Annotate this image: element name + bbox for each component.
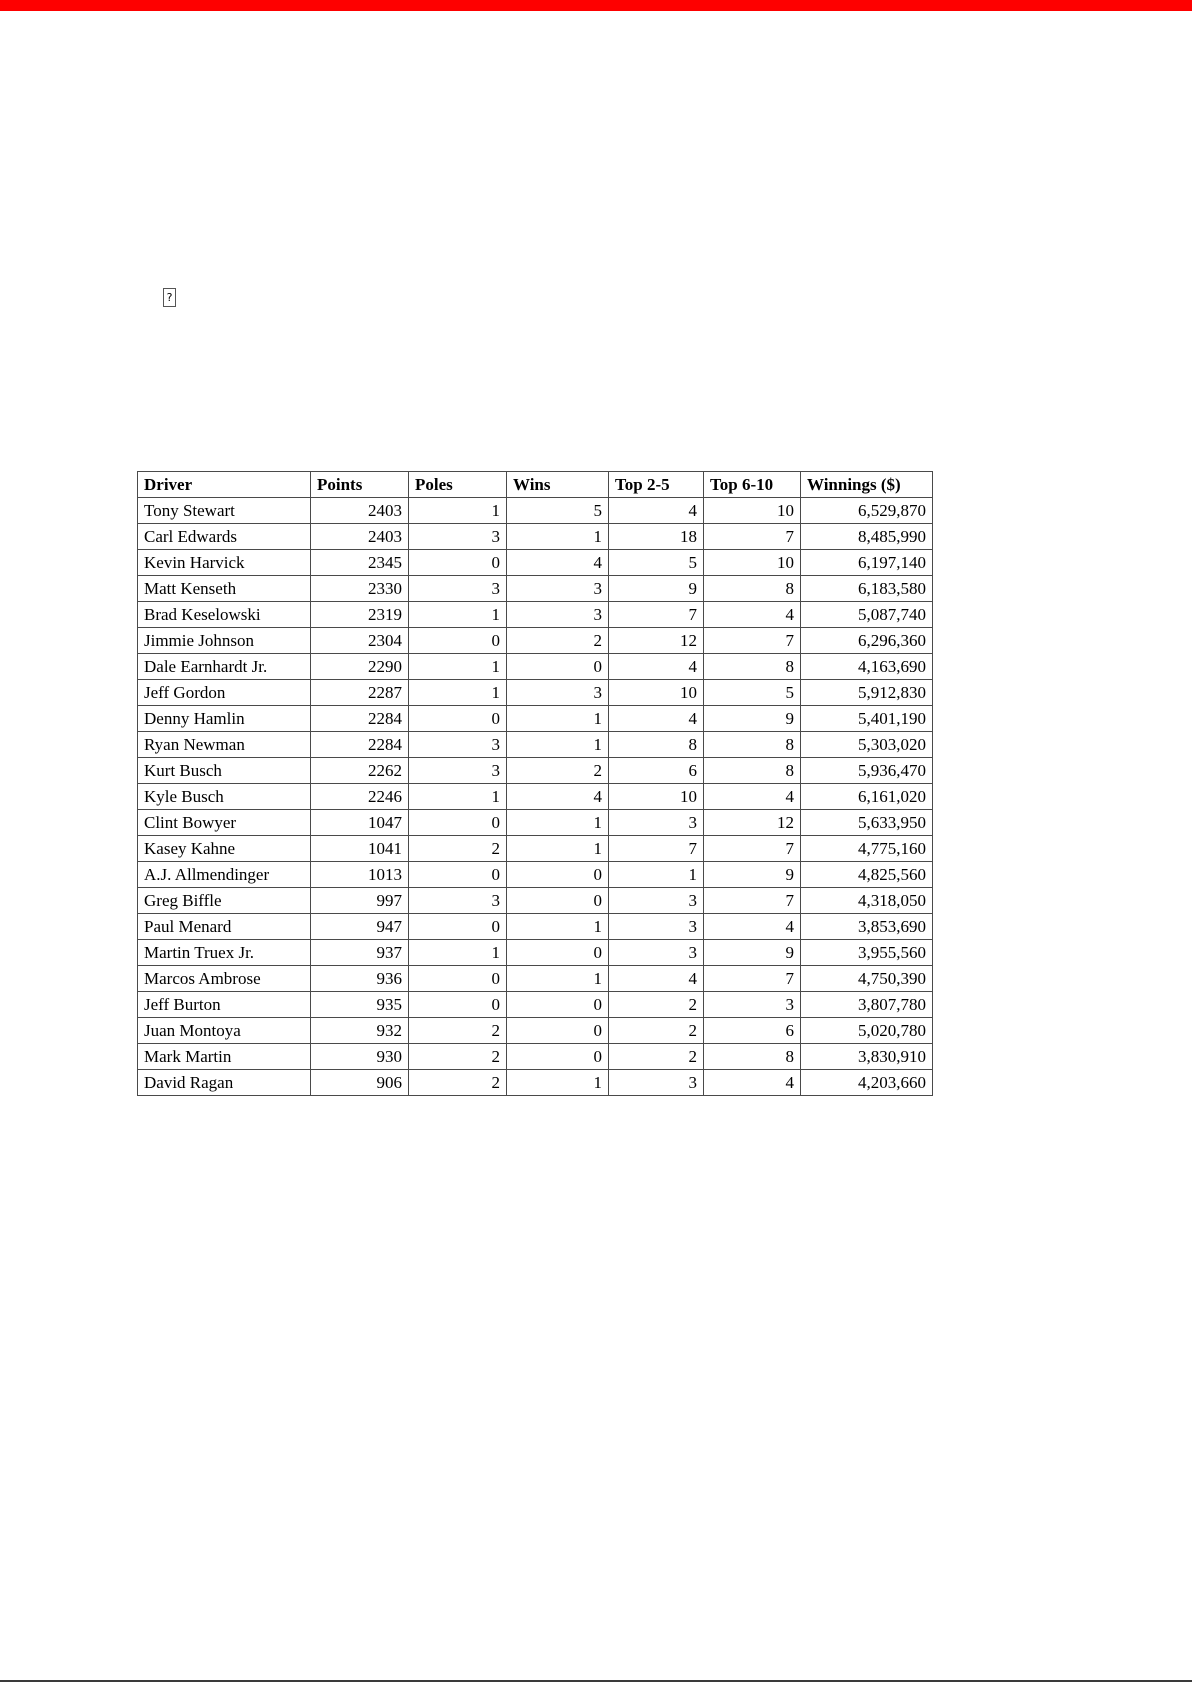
table-row: [138, 524, 933, 550]
table-cell: 10: [704, 550, 801, 576]
table-cell: 3,807,780: [801, 992, 933, 1018]
table-row: [138, 836, 933, 862]
table-cell: 8: [704, 758, 801, 784]
table-cell: 5: [507, 498, 609, 524]
column-header: Points: [311, 472, 409, 498]
table-row: [138, 810, 933, 836]
table-cell: 8: [704, 654, 801, 680]
table-row: [138, 992, 933, 1018]
table-cell: 0: [409, 550, 507, 576]
table-cell: Carl Edwards: [138, 524, 311, 550]
table-cell: 8,485,990: [801, 524, 933, 550]
table-cell: Marcos Ambrose: [138, 966, 311, 992]
table-cell: 6,183,580: [801, 576, 933, 602]
table-cell: 2: [609, 992, 704, 1018]
table-row: [138, 680, 933, 706]
table-cell: 0: [507, 654, 609, 680]
top-red-bar: [0, 0, 1192, 11]
table-cell: 0: [507, 992, 609, 1018]
table-row: [138, 602, 933, 628]
table-cell: 1: [409, 654, 507, 680]
table-cell: 4: [609, 706, 704, 732]
table-cell: 5: [609, 550, 704, 576]
table-cell: Kevin Harvick: [138, 550, 311, 576]
table-row: [138, 758, 933, 784]
table-cell: 2: [409, 1044, 507, 1070]
table-cell: 2330: [311, 576, 409, 602]
table-cell: 6: [609, 758, 704, 784]
table-cell: Clint Bowyer: [138, 810, 311, 836]
column-header: Top 6-10: [704, 472, 801, 498]
table-cell: 4,163,690: [801, 654, 933, 680]
table-cell: 936: [311, 966, 409, 992]
table-row: [138, 940, 933, 966]
table-cell: Kyle Busch: [138, 784, 311, 810]
table-cell: 0: [409, 966, 507, 992]
table-cell: 0: [507, 940, 609, 966]
table-cell: 2319: [311, 602, 409, 628]
table-cell: A.J. Allmendinger: [138, 862, 311, 888]
table-cell: Brad Keselowski: [138, 602, 311, 628]
table-row: [138, 888, 933, 914]
table-cell: 1: [409, 602, 507, 628]
table-cell: 4: [704, 914, 801, 940]
table-cell: 5: [704, 680, 801, 706]
table-cell: 0: [409, 628, 507, 654]
table-row: [138, 1044, 933, 1070]
table-cell: 1: [507, 732, 609, 758]
table-cell: 1: [507, 810, 609, 836]
column-header: Winnings ($): [801, 472, 933, 498]
table-cell: 4: [704, 784, 801, 810]
table-cell: 0: [409, 914, 507, 940]
table-cell: 3: [609, 940, 704, 966]
table-cell: 10: [609, 784, 704, 810]
table-cell: 2: [609, 1018, 704, 1044]
bottom-divider: [0, 1680, 1192, 1682]
table-cell: 5,912,830: [801, 680, 933, 706]
table-cell: 8: [704, 576, 801, 602]
table-cell: 4: [507, 784, 609, 810]
table-cell: 1: [409, 784, 507, 810]
table-cell: 3: [609, 1070, 704, 1096]
table-cell: 1041: [311, 836, 409, 862]
table-cell: 5,936,470: [801, 758, 933, 784]
table-cell: 2345: [311, 550, 409, 576]
table-cell: 3,830,910: [801, 1044, 933, 1070]
table-cell: 1: [507, 914, 609, 940]
table-cell: 2284: [311, 706, 409, 732]
table-row: [138, 966, 933, 992]
table-row: [138, 862, 933, 888]
table-cell: 9: [704, 706, 801, 732]
table-cell: 4: [609, 498, 704, 524]
table-cell: 6,296,360: [801, 628, 933, 654]
driver-standings-table: [137, 471, 933, 1096]
table-cell: 3: [409, 576, 507, 602]
table-row: [138, 784, 933, 810]
table-cell: Paul Menard: [138, 914, 311, 940]
table-cell: 8: [609, 732, 704, 758]
table-cell: Juan Montoya: [138, 1018, 311, 1044]
table-cell: 1: [507, 524, 609, 550]
table-cell: 2284: [311, 732, 409, 758]
table-cell: Martin Truex Jr.: [138, 940, 311, 966]
table-row: [138, 706, 933, 732]
table-cell: 3: [704, 992, 801, 1018]
table-row: [138, 550, 933, 576]
table-cell: 1: [409, 940, 507, 966]
table-cell: 3: [409, 732, 507, 758]
table-cell: Jeff Burton: [138, 992, 311, 1018]
table-row: [138, 628, 933, 654]
table-cell: Dale Earnhardt Jr.: [138, 654, 311, 680]
table-cell: 5,303,020: [801, 732, 933, 758]
table-cell: Kasey Kahne: [138, 836, 311, 862]
table-cell: 0: [507, 1044, 609, 1070]
table-cell: 9: [704, 940, 801, 966]
table-cell: 0: [507, 862, 609, 888]
table-cell: 2: [409, 836, 507, 862]
table-cell: 5,020,780: [801, 1018, 933, 1044]
table-cell: 4,825,560: [801, 862, 933, 888]
table-cell: 1047: [311, 810, 409, 836]
table-cell: 930: [311, 1044, 409, 1070]
table-cell: 2403: [311, 498, 409, 524]
table-cell: 3: [409, 758, 507, 784]
table-cell: 7: [704, 836, 801, 862]
table-cell: Kurt Busch: [138, 758, 311, 784]
table-cell: 937: [311, 940, 409, 966]
table-cell: Jeff Gordon: [138, 680, 311, 706]
table-cell: 2304: [311, 628, 409, 654]
table-cell: 4,318,050: [801, 888, 933, 914]
table-cell: 1: [507, 1070, 609, 1096]
column-header: Poles: [409, 472, 507, 498]
table-row: [138, 914, 933, 940]
table-cell: 3: [609, 888, 704, 914]
table-cell: 1: [507, 966, 609, 992]
column-header: Wins: [507, 472, 609, 498]
table-cell: Matt Kenseth: [138, 576, 311, 602]
table-cell: 1: [409, 498, 507, 524]
table-cell: 5,401,190: [801, 706, 933, 732]
table-cell: 2: [409, 1018, 507, 1044]
table-cell: 3,955,560: [801, 940, 933, 966]
table-cell: 0: [409, 810, 507, 836]
table-cell: Greg Biffle: [138, 888, 311, 914]
table-cell: 2: [409, 1070, 507, 1096]
table-cell: 7: [609, 836, 704, 862]
table-cell: 6,197,140: [801, 550, 933, 576]
table-cell: 7: [704, 888, 801, 914]
column-header: Top 2-5: [609, 472, 704, 498]
table-cell: 3: [507, 680, 609, 706]
table-cell: 2: [507, 758, 609, 784]
table-cell: 7: [704, 966, 801, 992]
table-cell: 932: [311, 1018, 409, 1044]
table-cell: 4: [704, 602, 801, 628]
table-cell: David Ragan: [138, 1070, 311, 1096]
table-cell: 3: [409, 524, 507, 550]
table-cell: 4,775,160: [801, 836, 933, 862]
column-header: Driver: [138, 472, 311, 498]
table-cell: 1013: [311, 862, 409, 888]
table-cell: 1: [609, 862, 704, 888]
header-row: [138, 472, 933, 498]
table-cell: 0: [409, 706, 507, 732]
table-cell: 2403: [311, 524, 409, 550]
table-row: [138, 654, 933, 680]
table-row: [138, 576, 933, 602]
table-cell: 2: [507, 628, 609, 654]
table-cell: 10: [704, 498, 801, 524]
table-cell: 2246: [311, 784, 409, 810]
table-cell: 6,161,020: [801, 784, 933, 810]
table-cell: 935: [311, 992, 409, 1018]
table-cell: 0: [409, 992, 507, 1018]
table-cell: 3: [507, 576, 609, 602]
table-cell: 4,750,390: [801, 966, 933, 992]
table-row: [138, 1018, 933, 1044]
table-cell: 3: [409, 888, 507, 914]
table-cell: 8: [704, 732, 801, 758]
broken-image-icon: ?: [163, 288, 176, 307]
table-cell: 3: [609, 810, 704, 836]
table-cell: 997: [311, 888, 409, 914]
table-cell: 5,087,740: [801, 602, 933, 628]
table-cell: 6: [704, 1018, 801, 1044]
table-cell: 2: [609, 1044, 704, 1070]
table-cell: 2290: [311, 654, 409, 680]
table-cell: 12: [609, 628, 704, 654]
table-cell: 1: [507, 706, 609, 732]
table-cell: 9: [609, 576, 704, 602]
table-cell: 1: [409, 680, 507, 706]
table-cell: 5,633,950: [801, 810, 933, 836]
table-cell: 10: [609, 680, 704, 706]
table-cell: Mark Martin: [138, 1044, 311, 1070]
table-cell: 4,203,660: [801, 1070, 933, 1096]
table-cell: 6,529,870: [801, 498, 933, 524]
table-row: [138, 732, 933, 758]
table-cell: 4: [609, 654, 704, 680]
table-cell: 2262: [311, 758, 409, 784]
table-cell: 8: [704, 1044, 801, 1070]
table-cell: 7: [609, 602, 704, 628]
table-cell: 3: [609, 914, 704, 940]
table-cell: Denny Hamlin: [138, 706, 311, 732]
table-cell: 0: [409, 862, 507, 888]
table-cell: 2287: [311, 680, 409, 706]
table-cell: 1: [507, 836, 609, 862]
table-cell: 12: [704, 810, 801, 836]
table-cell: 3,853,690: [801, 914, 933, 940]
table-cell: Ryan Newman: [138, 732, 311, 758]
table-cell: 0: [507, 1018, 609, 1044]
table-cell: Tony Stewart: [138, 498, 311, 524]
table-cell: 4: [507, 550, 609, 576]
table-cell: 3: [507, 602, 609, 628]
table-cell: Jimmie Johnson: [138, 628, 311, 654]
table-cell: 4: [609, 966, 704, 992]
table-cell: 7: [704, 628, 801, 654]
table-cell: 9: [704, 862, 801, 888]
table-cell: 0: [507, 888, 609, 914]
table-cell: 906: [311, 1070, 409, 1096]
table-row: [138, 498, 933, 524]
table-cell: 947: [311, 914, 409, 940]
table-cell: 18: [609, 524, 704, 550]
table-cell: 7: [704, 524, 801, 550]
table-row: [138, 1070, 933, 1096]
table-cell: 4: [704, 1070, 801, 1096]
